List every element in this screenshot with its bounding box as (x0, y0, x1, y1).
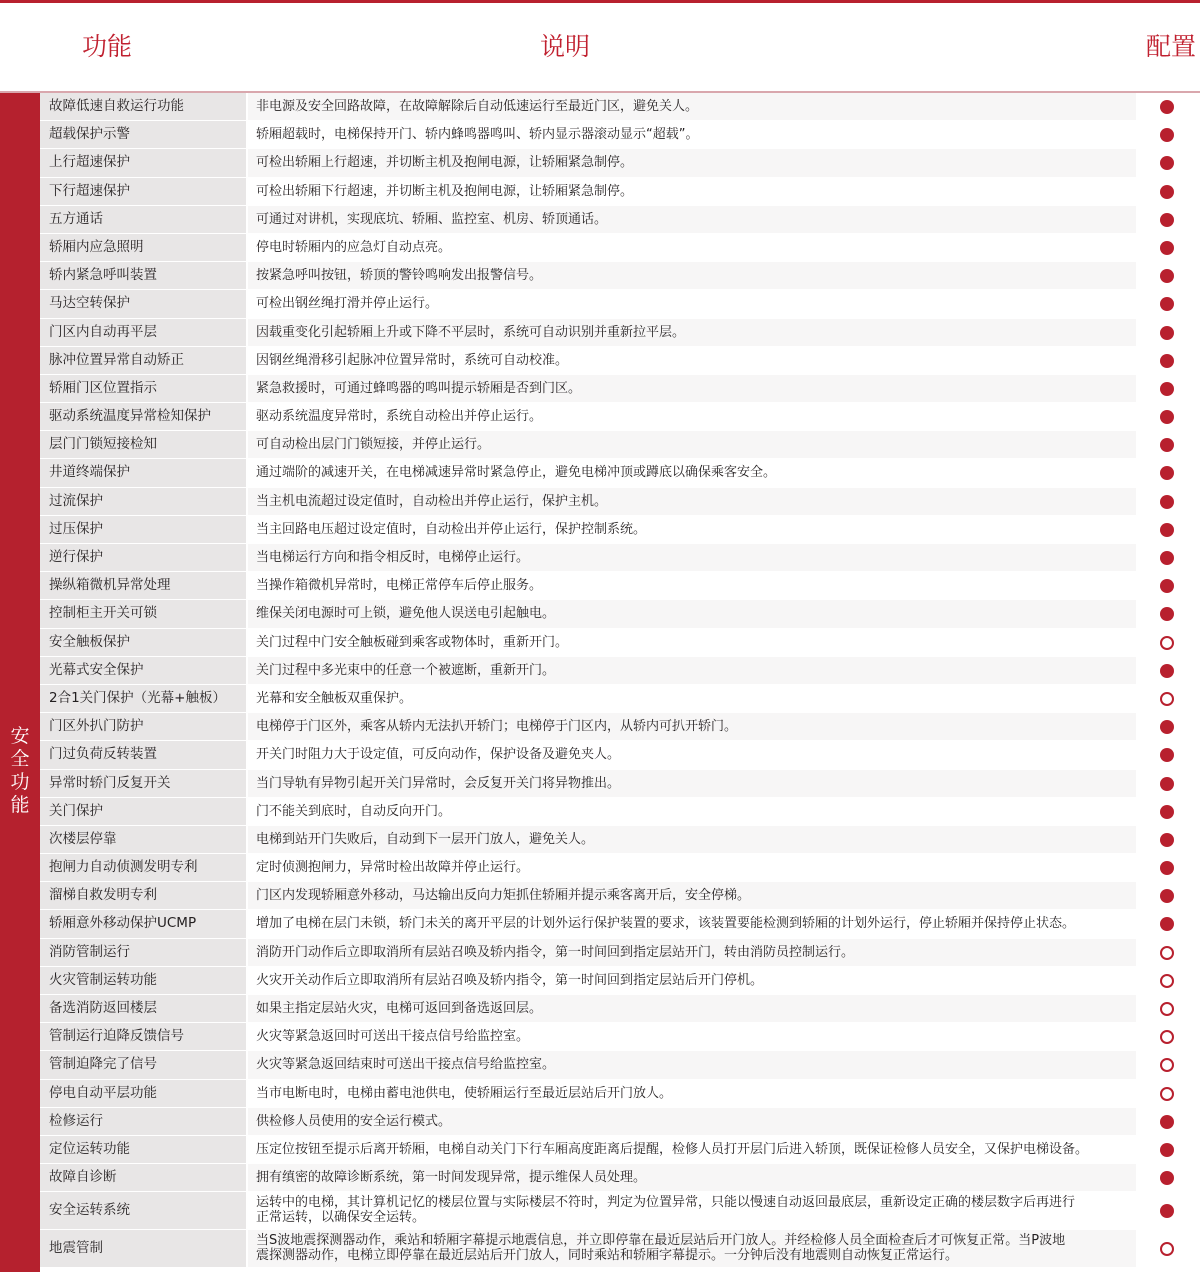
function-name: 安全运转系统 (40, 1192, 248, 1229)
config-cell (1136, 1230, 1200, 1267)
category-char: 安 (10, 725, 30, 747)
function-description: 门区内发现轿厢意外移动，马达输出反向力矩抓住轿厢并提示乘客离开后，安全停梯。 (248, 882, 1136, 909)
function-description: 开关门时阻力大于设定值，可反向动作，保护设备及避免夹人。 (248, 741, 1136, 768)
table-row (40, 375, 1200, 403)
config-cell (1136, 741, 1200, 768)
function-description: 电梯停于门区外，乘客从轿内无法扒开轿门；电梯停于门区内，从轿内可扒开轿门。 (248, 713, 1136, 740)
table-row (40, 1051, 1200, 1079)
function-description: 当电梯运行方向和指令相反时，电梯停止运行。 (248, 544, 1136, 571)
function-name: 门过负荷反转装置 (40, 741, 248, 768)
config-cell (1136, 1164, 1200, 1191)
category-char: 能 (10, 794, 30, 816)
config-cell (1136, 459, 1200, 486)
standard-config-icon (1160, 523, 1174, 537)
standard-config-icon (1160, 128, 1174, 142)
standard-config-icon (1160, 297, 1174, 311)
function-name: 过流保护 (40, 488, 248, 515)
function-name: 五方通话 (40, 206, 248, 233)
table-row (40, 290, 1200, 318)
config-cell (1136, 93, 1200, 120)
table-row (40, 967, 1200, 995)
config-cell (1136, 290, 1200, 317)
function-name: 管制运行迫降反馈信号 (40, 1023, 248, 1050)
function-name: 管制迫降完了信号 (40, 1051, 248, 1078)
table-row (40, 854, 1200, 882)
standard-config-icon (1160, 466, 1174, 480)
function-name: 过压保护 (40, 516, 248, 543)
function-name: 井道终端保护 (40, 459, 248, 486)
config-cell (1136, 1192, 1200, 1229)
config-cell (1136, 149, 1200, 176)
optional-config-icon (1160, 1087, 1174, 1101)
function-name: 超载保护示警 (40, 121, 248, 148)
table-row (40, 741, 1200, 769)
function-name: 异常时轿门反复开关 (40, 770, 248, 797)
standard-config-icon (1160, 354, 1174, 368)
function-name: 轿厢内应急照明 (40, 234, 248, 261)
function-description: 可通过对讲机，实现底坑、轿厢、监控室、机房、轿顶通话。 (248, 206, 1136, 233)
function-name: 检修运行 (40, 1108, 248, 1135)
standard-config-icon (1160, 833, 1174, 847)
function-description: 定时侦测抱闸力，异常时检出故障并停止运行。 (248, 854, 1136, 881)
table-row (40, 319, 1200, 347)
function-name: 抱闸力自动侦测发明专利 (40, 854, 248, 881)
category-label (0, 725, 40, 817)
config-cell (1136, 375, 1200, 402)
table-row (40, 826, 1200, 854)
standard-config-icon (1160, 495, 1174, 509)
header-config: 配置 (1146, 32, 1197, 61)
table-row (40, 572, 1200, 600)
function-description: 运转中的电梯，其计算机记忆的楼层位置与实际楼层不符时，判定为位置异常，只能以慢速自动返回最底层，重新设定正确的楼层数字后再进行正常运转，以确保安全运转。 (248, 1192, 1136, 1229)
function-name: 停电自动平层功能 (40, 1080, 248, 1107)
function-description: 紧急救援时，可通过蜂鸣器的鸣叫提示轿厢是否到门区。 (248, 375, 1136, 402)
standard-config-icon (1160, 1115, 1174, 1129)
function-description: 火灾开关动作后立即取消所有层站召唤及轿内指令，第一时间回到指定层站后开门停机。 (248, 967, 1136, 994)
standard-config-icon (1160, 1143, 1174, 1157)
function-name: 轿内紧急呼叫装置 (40, 262, 248, 289)
table-row (40, 657, 1200, 685)
table-row (40, 459, 1200, 487)
optional-config-icon (1160, 636, 1174, 650)
table-row (40, 910, 1200, 938)
function-description: 门不能关到底时，自动反向开门。 (248, 798, 1136, 825)
config-cell (1136, 1108, 1200, 1135)
function-description: 如果主指定层站火灾，电梯可返回到备选返回层。 (248, 995, 1136, 1022)
config-cell (1136, 178, 1200, 205)
function-description: 因钢丝绳滑移引起脉冲位置异常时，系统可自动校准。 (248, 347, 1136, 374)
config-cell (1136, 713, 1200, 740)
function-description: 供检修人员使用的安全运行模式。 (248, 1108, 1136, 1135)
table-row (40, 713, 1200, 741)
optional-config-icon (1160, 1242, 1174, 1256)
config-cell (1136, 347, 1200, 374)
function-description: 当市电断电时，电梯由蓄电池供电，使轿厢运行至最近层站后开门放人。 (248, 1080, 1136, 1107)
standard-config-icon (1160, 777, 1174, 791)
table-row (40, 149, 1200, 177)
config-cell (1136, 544, 1200, 571)
function-name: 脉冲位置异常自动矫正 (40, 347, 248, 374)
table-row (40, 770, 1200, 798)
function-name: 安全触板保护 (40, 629, 248, 656)
table-row (40, 685, 1200, 713)
table-row (40, 403, 1200, 431)
standard-config-icon (1160, 579, 1174, 593)
function-description: 当门导轨有异物引起开关门异常时，会反复开关门将异物推出。 (248, 770, 1136, 797)
table-row (40, 121, 1200, 149)
config-cell (1136, 967, 1200, 994)
function-description: 当S波地震探测器动作，乘站和轿厢字幕提示地震信息，并立即停靠在最近层站后开门放人。并经检修人员全面检查后才可恢复正常。当P波地震探测器动作，电梯立即停靠在最近层站后开门放人，同时乘站和轿厢字幕提示。一分钟后没有地震则自动恢复正常运行。 (248, 1230, 1136, 1267)
table-row (40, 1230, 1200, 1268)
function-description: 按紧急呼叫按钮，轿顶的警铃鸣响发出报警信号。 (248, 262, 1136, 289)
standard-config-icon (1160, 100, 1174, 114)
config-cell (1136, 1080, 1200, 1107)
table-row (40, 347, 1200, 375)
config-cell (1136, 798, 1200, 825)
config-cell (1136, 516, 1200, 543)
standard-config-icon (1160, 889, 1174, 903)
function-name: 故障自诊断 (40, 1164, 248, 1191)
standard-config-icon (1160, 382, 1174, 396)
function-description: 电梯到站开门失败后，自动到下一层开门放人，避免关人。 (248, 826, 1136, 853)
standard-config-icon (1160, 607, 1174, 621)
function-description: 停电时轿厢内的应急灯自动点亮。 (248, 234, 1136, 261)
table-row (40, 544, 1200, 572)
category-char: 功 (10, 771, 30, 793)
config-cell (1136, 1023, 1200, 1050)
function-name: 火灾管制运转功能 (40, 967, 248, 994)
header-function: 功能 (82, 32, 133, 61)
function-name: 光幕式安全保护 (40, 657, 248, 684)
function-description: 当主回路电压超过设定值时，自动检出并停止运行，保护控制系统。 (248, 516, 1136, 543)
header-description: 说明 (540, 32, 591, 61)
function-description: 关门过程中多光束中的任意一个被遮断，重新开门。 (248, 657, 1136, 684)
function-name: 驱动系统温度异常检知保护 (40, 403, 248, 430)
function-name: 逆行保护 (40, 544, 248, 571)
table-row (40, 939, 1200, 967)
config-cell (1136, 939, 1200, 966)
standard-config-icon (1160, 410, 1174, 424)
table-row (40, 1136, 1200, 1164)
function-description: 当操作箱微机异常时，电梯正常停车后停止服务。 (248, 572, 1136, 599)
config-cell (1136, 600, 1200, 627)
function-name: 门区外扒门防护 (40, 713, 248, 740)
function-name: 备选消防返回楼层 (40, 995, 248, 1022)
table-row (40, 882, 1200, 910)
function-description: 增加了电梯在层门未锁，轿门未关的离开平层的计划外运行保护装置的要求，该装置要能检测到轿厢的计划外运行，停止轿厢并保持停止状态。 (248, 910, 1136, 937)
config-cell (1136, 882, 1200, 909)
function-description: 可检出钢丝绳打滑并停止运行。 (248, 290, 1136, 317)
config-cell (1136, 262, 1200, 289)
function-description: 光幕和安全触板双重保护。 (248, 685, 1136, 712)
config-cell (1136, 770, 1200, 797)
function-name: 故障低速自救运行功能 (40, 93, 248, 120)
optional-config-icon (1160, 1058, 1174, 1072)
function-description: 当主机电流超过设定值时，自动检出并停止运行，保护主机。 (248, 488, 1136, 515)
table-row (40, 234, 1200, 262)
standard-config-icon (1160, 156, 1174, 170)
function-description: 非电源及安全回路故障，在故障解除后自动低速运行至最近门区，避免关人。 (248, 93, 1136, 120)
table-row (40, 995, 1200, 1023)
function-description: 通过端阶的减速开关，在电梯减速异常时紧急停止，避免电梯冲顶或蹲底以确保乘客安全。 (248, 459, 1136, 486)
function-description: 拥有缜密的故障诊断系统，第一时间发现异常，提示维保人员处理。 (248, 1164, 1136, 1191)
function-name: 马达空转保护 (40, 290, 248, 317)
table-row (40, 93, 1200, 121)
optional-config-icon (1160, 974, 1174, 988)
config-cell (1136, 685, 1200, 712)
function-description: 关门过程中门安全触板碰到乘客或物体时，重新开门。 (248, 629, 1136, 656)
standard-config-icon (1160, 551, 1174, 565)
function-name: 溜梯自救发明专利 (40, 882, 248, 909)
table-header (0, 3, 1200, 93)
function-name: 定位运转功能 (40, 1136, 248, 1163)
function-name: 关门保护 (40, 798, 248, 825)
config-cell (1136, 206, 1200, 233)
standard-config-icon (1160, 664, 1174, 678)
function-name: 消防管制运行 (40, 939, 248, 966)
function-description: 消防开门动作后立即取消所有层站召唤及轿内指令，第一时间回到指定层站开门，转由消防员控制运行。 (248, 939, 1136, 966)
function-description: 可自动检出层门门锁短接，并停止运行。 (248, 431, 1136, 458)
standard-config-icon (1160, 213, 1174, 227)
config-cell (1136, 121, 1200, 148)
function-name: 层门门锁短接检知 (40, 431, 248, 458)
function-description: 驱动系统温度异常时，系统自动检出并停止运行。 (248, 403, 1136, 430)
table-row (40, 1023, 1200, 1051)
table-row (40, 798, 1200, 826)
function-name: 2合1关门保护（光幕+触板） (40, 685, 248, 712)
table-row (40, 629, 1200, 657)
function-description: 轿厢超载时，电梯保持开门、轿内蜂鸣器鸣叫、轿内显示器滚动显示“超载”。 (248, 121, 1136, 148)
config-cell (1136, 431, 1200, 458)
function-name: 地震管制 (40, 1230, 248, 1267)
table-row (40, 600, 1200, 628)
config-cell (1136, 910, 1200, 937)
table-row (40, 1080, 1200, 1108)
config-cell (1136, 488, 1200, 515)
function-name: 操纵箱微机异常处理 (40, 572, 248, 599)
config-cell (1136, 572, 1200, 599)
config-cell (1136, 854, 1200, 881)
config-cell (1136, 657, 1200, 684)
function-description: 维保关闭电源时可上锁，避免他人误送电引起触电。 (248, 600, 1136, 627)
standard-config-icon (1160, 269, 1174, 283)
config-cell (1136, 234, 1200, 261)
function-description: 火灾等紧急返回时可送出干接点信号给监控室。 (248, 1023, 1136, 1050)
standard-config-icon (1160, 748, 1174, 762)
feature-table (40, 93, 1200, 1268)
config-cell (1136, 826, 1200, 853)
function-description: 因载重变化引起轿厢上升或下降不平层时，系统可自动识别并重新拉平层。 (248, 319, 1136, 346)
function-name: 门区内自动再平层 (40, 319, 248, 346)
function-description: 可检出轿厢上行超速，并切断主机及抱闸电源，让轿厢紧急制停。 (248, 149, 1136, 176)
optional-config-icon (1160, 1002, 1174, 1016)
table-row (40, 262, 1200, 290)
table-row (40, 1192, 1200, 1230)
function-description: 火灾等紧急返回结束时可送出干接点信号给监控室。 (248, 1051, 1136, 1078)
table-row (40, 431, 1200, 459)
category-char: 全 (10, 748, 30, 770)
table-row (40, 1108, 1200, 1136)
standard-config-icon (1160, 185, 1174, 199)
standard-config-icon (1160, 1204, 1174, 1218)
optional-config-icon (1160, 692, 1174, 706)
category-bar (0, 93, 40, 1272)
table-row (40, 1164, 1200, 1192)
table-row (40, 206, 1200, 234)
standard-config-icon (1160, 720, 1174, 734)
function-name: 轿厢门区位置指示 (40, 375, 248, 402)
function-name: 次楼层停靠 (40, 826, 248, 853)
config-cell (1136, 1051, 1200, 1078)
table-row (40, 178, 1200, 206)
config-cell (1136, 1136, 1200, 1163)
config-cell (1136, 403, 1200, 430)
standard-config-icon (1160, 241, 1174, 255)
config-cell (1136, 319, 1200, 346)
standard-config-icon (1160, 1171, 1174, 1185)
function-name: 轿厢意外移动保护UCMP (40, 910, 248, 937)
function-name: 下行超速保护 (40, 178, 248, 205)
standard-config-icon (1160, 861, 1174, 875)
function-name: 上行超速保护 (40, 149, 248, 176)
optional-config-icon (1160, 946, 1174, 960)
function-description: 压定位按钮至提示后离开轿厢，电梯自动关门下行车厢高度距离后提醒，检修人员打开层门后进入轿顶，既保证检修人员安全，又保护电梯设备。 (248, 1136, 1136, 1163)
table-row (40, 516, 1200, 544)
table-row (40, 488, 1200, 516)
standard-config-icon (1160, 805, 1174, 819)
function-description: 可检出轿厢下行超速，并切断主机及抱闸电源，让轿厢紧急制停。 (248, 178, 1136, 205)
standard-config-icon (1160, 326, 1174, 340)
standard-config-icon (1160, 438, 1174, 452)
config-cell (1136, 995, 1200, 1022)
function-name: 控制柜主开关可锁 (40, 600, 248, 627)
standard-config-icon (1160, 917, 1174, 931)
config-cell (1136, 629, 1200, 656)
optional-config-icon (1160, 1030, 1174, 1044)
